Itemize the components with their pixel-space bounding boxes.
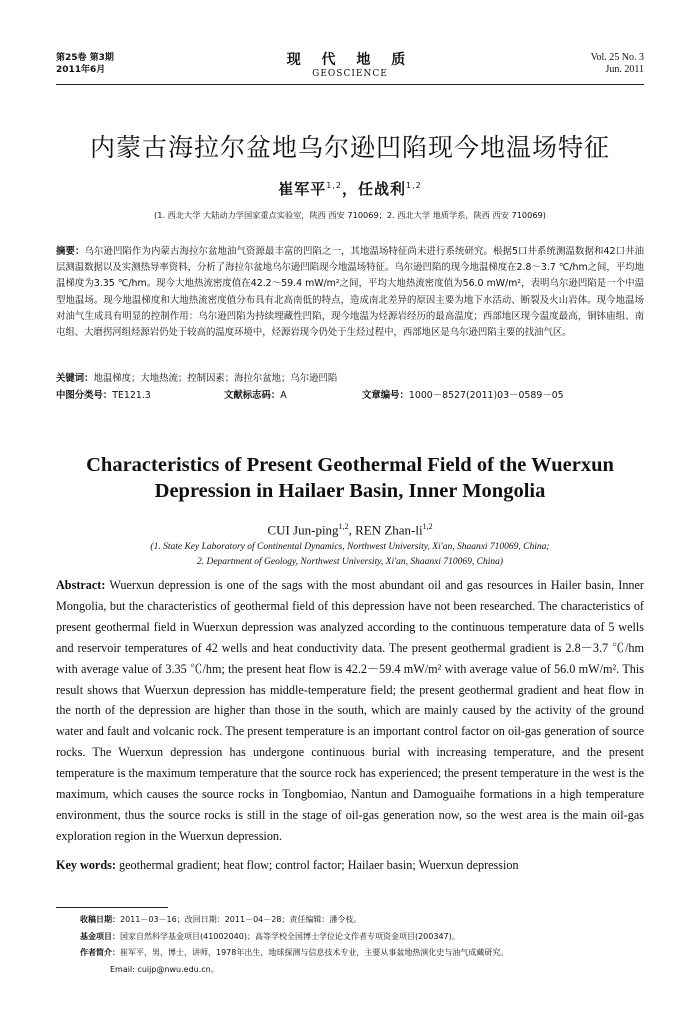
keywords-en-text: geothermal gradient; heat flow; control factor; Hailaer basin; Wuerxun depression — [118, 858, 519, 872]
footnote-rule — [56, 907, 168, 908]
author-1-en: CUI Jun-ping — [267, 522, 339, 538]
received-label: 收稿日期： — [80, 915, 120, 924]
journal-name-en: GEOSCIENCE — [312, 69, 388, 79]
affiliation-cn: (1. 西北大学 大陆动力学国家重点实验室，陕西 西安 710069；2. 西北大学 地质学系，陕西 西安 710069) — [154, 210, 546, 220]
abstract-cn — [56, 244, 644, 341]
volume-issue-en: Vol. 25 No. 3 — [590, 52, 644, 63]
document-code — [224, 388, 287, 404]
affiliation-en-1: (1. State Key Laboratory of Continental Dynamics, Northwest University, Xi'an, Shaanxi 710069, China; — [150, 542, 550, 552]
abstract-cn-label: 摘要： — [56, 246, 85, 257]
clc-number — [56, 388, 151, 404]
header-rule — [56, 84, 644, 85]
author-1-cn-affil: 1,2 — [326, 181, 342, 190]
doc-code-label: 文献标志码： — [224, 390, 281, 401]
author-bio-label: 作者简介： — [80, 948, 120, 958]
footnote-email: Email: cuijp@nwu.edu.cn。 — [110, 964, 219, 974]
authors-en — [0, 522, 700, 538]
article-number — [362, 388, 564, 404]
author-separator-en: , — [348, 522, 356, 538]
title-cn: 内蒙古海拉尔盆地乌尔逊凹陷现今地温场特征 — [89, 133, 610, 162]
footnote-fund — [80, 929, 644, 946]
abstract-cn-text: 乌尔逊凹陷作为内蒙古海拉尔盆地油气资源最丰富的凹陷之一，其地温场特征尚未进行系统研究。根据5口井系统测温数据和42口井油层测温数据以及实测热导率资料，分析了海拉尔盆地乌尔逊凹陷现今地温场特征。乌尔逊凹陷的现今地温梯度在2.8～3.7 ℃/hm之间，平均地温梯度为3.35 ℃/hm。现今大地热流密度值在42.2～59.4 mW/m²之间，平均大地热流密度值为56.0 mW/m²，表明乌尔逊凹陷是一个中温型地温场。现今地温梯度和大地热流密度值分布具有北高南低的特点，造成南北差异的原因主要为地下水活动、断裂及火山岩体。现今地温场对油气生成具有明显的控制作用：乌尔逊凹陷为持续埋藏性凹陷，现今地温为烃源岩经历的最高温度；西部地区现今温度最高，铜钵庙组、南屯组、大磨拐河组烃源岩仍处于较高的温度环境中，烃源岩现今仍处于生烃过程中，西部地区是乌尔逊凹陷主要的找油气区。 — [56, 246, 644, 339]
fund-text: 国家自然科学基金项目(41002040)；高等学校全国博士学位论文作者专项资金项目(200347)。 — [120, 931, 460, 941]
keywords-en — [56, 855, 644, 875]
classification-row — [56, 388, 644, 404]
affiliation-en-2: 2. Department of Geology, Northwest University, Xi'an, Shaanxi 710069, China) — [196, 557, 503, 567]
authors-cn — [0, 178, 700, 199]
article-no-label: 文章编号： — [362, 390, 409, 401]
header-right — [591, 52, 644, 76]
clc-value: TE121.3 — [112, 390, 151, 401]
affiliation-en — [0, 540, 700, 570]
author-1-cn: 崔军平 — [278, 180, 327, 198]
clc-label: 中图分类号： — [56, 390, 113, 401]
keywords-cn-text: 地温梯度；大地热流；控制因素；海拉尔盆地；乌尔逊凹陷 — [93, 373, 338, 384]
fund-label: 基金项目： — [80, 931, 120, 941]
journal-name — [56, 52, 644, 80]
keywords-cn — [56, 371, 644, 387]
received-text: 2011－03－16；改回日期：2011－04－28；责任编辑：潘令枝。 — [120, 915, 362, 924]
date-en: Jun. 2011 — [605, 64, 644, 75]
doc-code-value: A — [280, 390, 287, 401]
date-cn: 2011年6月 — [56, 65, 106, 75]
author-2-en-affil: 1,2 — [422, 522, 433, 531]
abstract-en — [56, 575, 644, 847]
author-2-en: REN Zhan-li — [355, 522, 423, 538]
footnote-received — [80, 912, 644, 929]
footnote — [80, 912, 644, 978]
abstract-en-text: Wuerxun depression is one of the sags with the most abundant oil and gas resources in Hailer basin, Inner Mongolia, but the characteristics of geothermal field of this depression have not been researched. The characteristics of present geothermal field in Wuerxun depression was analyzed according to the continuous temperature data of 5 wells and reservoir temperatures of 42 wells and heat conductivity data. The present geothermal gradient is 2.8－3.7 ℃/hm with average value of 3.35 ℃/hm; the present heat flow is 42.2－59.4 mW/m² with average value of 56.0 mW/m². This result shows that Wuerxun depression has middle-temperature field; the present geothermal gradient and heat flow in the north of the depression are higher than those in the south, which are mainly caused by the activity of the ground water and fault and volcanic rock. The present temperature is an important control factor on oil-gas generation of source rocks. The Wuerxun depression has undergone continuous burial with increasing temperature, and the present temperature is the maximum temperature that the source rock has experienced; the present temperature in the west is the maximum, which causes the source rocks in Tongbomiao, Nantun and Damoguaihe formations in a high temperature environment, thus the source rocks is still in the stage of oil-gas generation now, so the west area is the main oil-gas exploration region in the Wuerxun depression. — [56, 578, 644, 843]
abstract-en-label: Abstract: — [56, 578, 106, 592]
journal-name-cn: 现 代 地 质 — [286, 52, 414, 68]
footnote-author — [80, 945, 644, 962]
title-en: Characteristics of Present Geothermal Field of the Wuerxun Depression in Hailaer Basin, Inner Mongolia — [86, 454, 614, 502]
author-separator-cn: ， — [341, 180, 358, 198]
author-2-cn: 任战利 — [358, 180, 407, 198]
keywords-cn-label: 关键词： — [56, 373, 94, 384]
author-bio-text: 崔军平，男，博士，讲师，1978年出生，地球探测与信息技术专业，主要从事盆地热演化史与油气成藏研究。 — [120, 948, 509, 958]
article-no-value: 1000－8527(2011)03－0589－05 — [408, 390, 564, 401]
author-1-en-affil: 1,2 — [338, 522, 349, 531]
keywords-en-label: Key words: — [56, 858, 116, 872]
author-2-cn-affil: 1,2 — [406, 181, 422, 190]
running-header — [56, 52, 644, 86]
volume-issue-cn: 第25卷 第3期 — [56, 53, 114, 63]
